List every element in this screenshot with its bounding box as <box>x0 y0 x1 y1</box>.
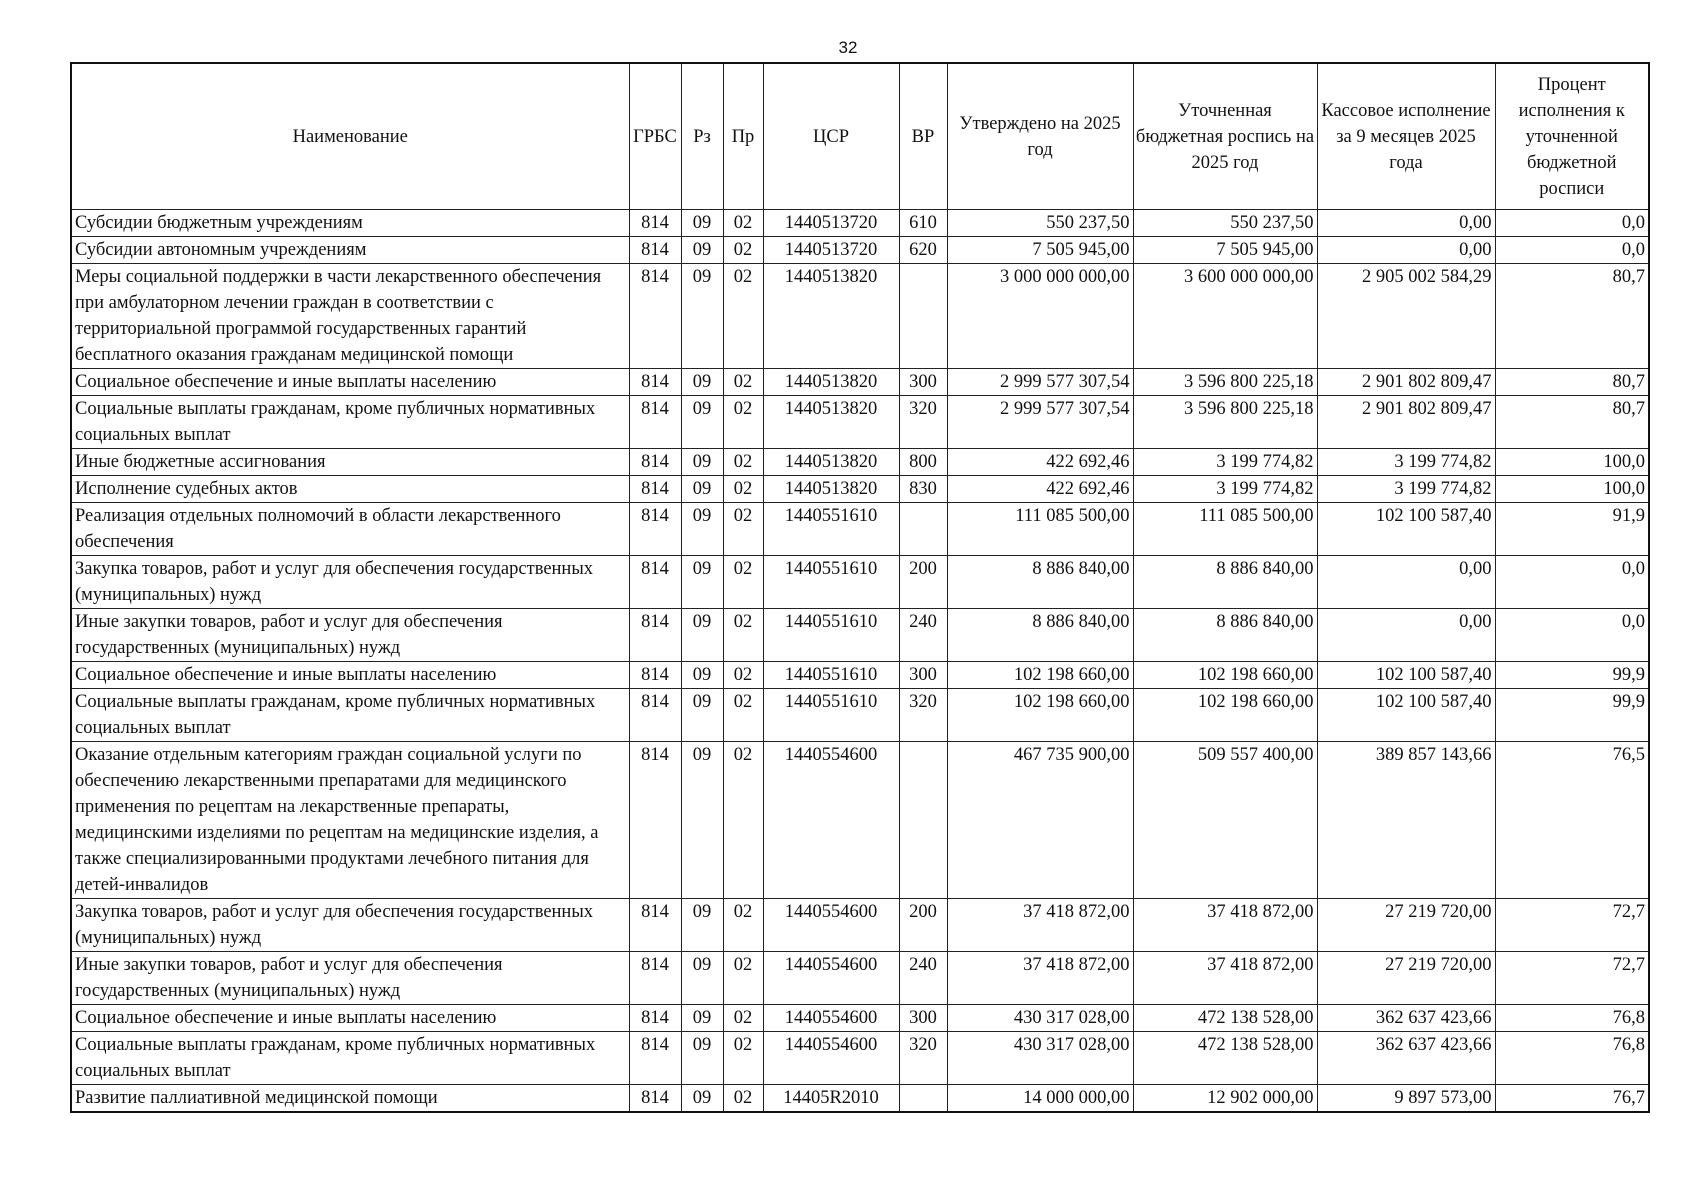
table-row <box>71 1085 1649 1113</box>
cell-pr: 02 <box>723 662 763 689</box>
cell-percent: 80,7 <box>1495 396 1649 449</box>
cell-rz: 09 <box>681 689 723 742</box>
cell-grbs: 814 <box>629 264 681 369</box>
cell-csr: 14405R2010 <box>763 1085 899 1113</box>
cell-approved: 102 198 660,00 <box>947 662 1133 689</box>
cell-approved: 3 000 000 000,00 <box>947 264 1133 369</box>
cell-refined: 550 237,50 <box>1133 210 1317 237</box>
cell-percent: 76,7 <box>1495 1085 1649 1113</box>
table-row <box>71 1005 1649 1032</box>
cell-name: Субсидии бюджетным учреждениям <box>71 210 629 237</box>
cell-cash-execution: 389 857 143,66 <box>1317 742 1495 899</box>
cell-percent: 76,8 <box>1495 1032 1649 1085</box>
cell-rz: 09 <box>681 1005 723 1032</box>
cell-name: Социальные выплаты гражданам, кроме публичных нормативных социальных выплат <box>71 396 629 449</box>
cell-pr: 02 <box>723 1005 763 1032</box>
cell-approved: 430 317 028,00 <box>947 1032 1133 1085</box>
table-row <box>71 476 1649 503</box>
cell-pr: 02 <box>723 952 763 1005</box>
cell-csr: 1440554600 <box>763 952 899 1005</box>
cell-percent: 0,0 <box>1495 210 1649 237</box>
cell-name: Социальное обеспечение и иные выплаты населению <box>71 662 629 689</box>
cell-rz: 09 <box>681 369 723 396</box>
cell-vr <box>899 1085 947 1113</box>
cell-cash-execution: 102 100 587,40 <box>1317 662 1495 689</box>
table-row <box>71 662 1649 689</box>
cell-pr: 02 <box>723 689 763 742</box>
cell-csr: 1440513820 <box>763 369 899 396</box>
cell-rz: 09 <box>681 1032 723 1085</box>
table-row <box>71 609 1649 662</box>
cell-vr: 240 <box>899 609 947 662</box>
cell-name: Социальное обеспечение и иные выплаты населению <box>71 369 629 396</box>
cell-vr <box>899 742 947 899</box>
cell-approved: 102 198 660,00 <box>947 689 1133 742</box>
cell-percent: 100,0 <box>1495 449 1649 476</box>
cell-cash-execution: 0,00 <box>1317 210 1495 237</box>
cell-rz: 09 <box>681 952 723 1005</box>
cell-cash-execution: 27 219 720,00 <box>1317 952 1495 1005</box>
cell-pr: 02 <box>723 449 763 476</box>
cell-refined: 3 199 774,82 <box>1133 449 1317 476</box>
cell-rz: 09 <box>681 449 723 476</box>
cell-refined: 3 596 800 225,18 <box>1133 369 1317 396</box>
cell-rz: 09 <box>681 396 723 449</box>
cell-grbs: 814 <box>629 742 681 899</box>
table-row <box>71 1032 1649 1085</box>
cell-percent: 80,7 <box>1495 264 1649 369</box>
cell-csr: 1440551610 <box>763 689 899 742</box>
cell-percent: 0,0 <box>1495 556 1649 609</box>
cell-cash-execution: 102 100 587,40 <box>1317 503 1495 556</box>
cell-refined: 111 085 500,00 <box>1133 503 1317 556</box>
cell-approved: 2 999 577 307,54 <box>947 396 1133 449</box>
cell-cash-execution: 2 901 802 809,47 <box>1317 396 1495 449</box>
cell-name: Реализация отдельных полномочий в области лекарственного обеспечения <box>71 503 629 556</box>
table-row <box>71 237 1649 264</box>
cell-rz: 09 <box>681 609 723 662</box>
cell-rz: 09 <box>681 662 723 689</box>
cell-cash-execution: 362 637 423,66 <box>1317 1005 1495 1032</box>
cell-refined: 8 886 840,00 <box>1133 609 1317 662</box>
header-refined: Уточненная бюджетная роспись на 2025 год <box>1133 63 1317 210</box>
cell-percent: 99,9 <box>1495 662 1649 689</box>
cell-vr: 320 <box>899 396 947 449</box>
table-row <box>71 952 1649 1005</box>
cell-grbs: 814 <box>629 899 681 952</box>
cell-refined: 8 886 840,00 <box>1133 556 1317 609</box>
cell-rz: 09 <box>681 899 723 952</box>
header-pr: Пр <box>723 63 763 210</box>
cell-refined: 472 138 528,00 <box>1133 1005 1317 1032</box>
table-row <box>71 742 1649 899</box>
header-cash-execution: Кассовое исполнение за 9 месяцев 2025 года <box>1317 63 1495 210</box>
cell-cash-execution: 0,00 <box>1317 609 1495 662</box>
cell-cash-execution: 2 901 802 809,47 <box>1317 369 1495 396</box>
cell-approved: 8 886 840,00 <box>947 556 1133 609</box>
cell-percent: 80,7 <box>1495 369 1649 396</box>
cell-refined: 7 505 945,00 <box>1133 237 1317 264</box>
cell-pr: 02 <box>723 742 763 899</box>
cell-refined: 102 198 660,00 <box>1133 662 1317 689</box>
header-csr: ЦСР <box>763 63 899 210</box>
cell-percent: 76,5 <box>1495 742 1649 899</box>
cell-cash-execution: 362 637 423,66 <box>1317 1032 1495 1085</box>
cell-csr: 1440513720 <box>763 237 899 264</box>
cell-percent: 76,8 <box>1495 1005 1649 1032</box>
cell-pr: 02 <box>723 476 763 503</box>
cell-pr: 02 <box>723 264 763 369</box>
header-rz: Рз <box>681 63 723 210</box>
cell-rz: 09 <box>681 237 723 264</box>
cell-cash-execution: 0,00 <box>1317 237 1495 264</box>
cell-vr: 320 <box>899 1032 947 1085</box>
cell-vr: 200 <box>899 556 947 609</box>
cell-name: Иные бюджетные ассигнования <box>71 449 629 476</box>
cell-vr: 300 <box>899 662 947 689</box>
cell-grbs: 814 <box>629 662 681 689</box>
cell-csr: 1440513820 <box>763 396 899 449</box>
cell-vr: 300 <box>899 369 947 396</box>
cell-grbs: 814 <box>629 210 681 237</box>
cell-csr: 1440554600 <box>763 742 899 899</box>
cell-refined: 3 596 800 225,18 <box>1133 396 1317 449</box>
cell-rz: 09 <box>681 556 723 609</box>
cell-csr: 1440551610 <box>763 503 899 556</box>
cell-approved: 430 317 028,00 <box>947 1005 1133 1032</box>
cell-name: Меры социальной поддержки в части лекарственного обеспечения при амбулаторном лечении граждан в соответствии с территориальной программой государственных гарантий бесплатного оказания гражданам медицинской помощи <box>71 264 629 369</box>
cell-vr: 620 <box>899 237 947 264</box>
cell-grbs: 814 <box>629 609 681 662</box>
table-body <box>71 210 1649 1113</box>
cell-grbs: 814 <box>629 1005 681 1032</box>
cell-vr: 240 <box>899 952 947 1005</box>
cell-vr: 320 <box>899 689 947 742</box>
cell-name: Исполнение судебных актов <box>71 476 629 503</box>
cell-refined: 472 138 528,00 <box>1133 1032 1317 1085</box>
cell-refined: 37 418 872,00 <box>1133 952 1317 1005</box>
cell-approved: 422 692,46 <box>947 476 1133 503</box>
cell-grbs: 814 <box>629 556 681 609</box>
cell-cash-execution: 3 199 774,82 <box>1317 476 1495 503</box>
table-row <box>71 899 1649 952</box>
cell-pr: 02 <box>723 556 763 609</box>
cell-approved: 37 418 872,00 <box>947 899 1133 952</box>
table-row <box>71 449 1649 476</box>
cell-pr: 02 <box>723 609 763 662</box>
cell-name: Социальные выплаты гражданам, кроме публичных нормативных социальных выплат <box>71 1032 629 1085</box>
cell-vr <box>899 503 947 556</box>
cell-vr: 800 <box>899 449 947 476</box>
cell-cash-execution: 9 897 573,00 <box>1317 1085 1495 1113</box>
cell-grbs: 814 <box>629 396 681 449</box>
table-row <box>71 369 1649 396</box>
cell-name: Иные закупки товаров, работ и услуг для обеспечения государственных (муниципальных) нужд <box>71 952 629 1005</box>
cell-rz: 09 <box>681 264 723 369</box>
cell-grbs: 814 <box>629 503 681 556</box>
cell-csr: 1440551610 <box>763 662 899 689</box>
cell-approved: 2 999 577 307,54 <box>947 369 1133 396</box>
cell-percent: 99,9 <box>1495 689 1649 742</box>
table-row <box>71 503 1649 556</box>
cell-grbs: 814 <box>629 1085 681 1113</box>
cell-rz: 09 <box>681 476 723 503</box>
cell-csr: 1440554600 <box>763 1032 899 1085</box>
table-row <box>71 396 1649 449</box>
cell-vr: 610 <box>899 210 947 237</box>
cell-name: Иные закупки товаров, работ и услуг для обеспечения государственных (муниципальных) нужд <box>71 609 629 662</box>
cell-refined: 509 557 400,00 <box>1133 742 1317 899</box>
cell-name: Закупка товаров, работ и услуг для обеспечения государственных (муниципальных) нужд <box>71 556 629 609</box>
cell-name: Закупка товаров, работ и услуг для обеспечения государственных (муниципальных) нужд <box>71 899 629 952</box>
cell-percent: 0,0 <box>1495 237 1649 264</box>
cell-refined: 102 198 660,00 <box>1133 689 1317 742</box>
table-row <box>71 689 1649 742</box>
header-approved: Утверждено на 2025 год <box>947 63 1133 210</box>
cell-refined: 3 600 000 000,00 <box>1133 264 1317 369</box>
cell-grbs: 814 <box>629 689 681 742</box>
cell-refined: 37 418 872,00 <box>1133 899 1317 952</box>
table-row <box>71 264 1649 369</box>
cell-pr: 02 <box>723 899 763 952</box>
header-grbs: ГРБС <box>629 63 681 210</box>
cell-approved: 467 735 900,00 <box>947 742 1133 899</box>
table-row <box>71 210 1649 237</box>
cell-grbs: 814 <box>629 952 681 1005</box>
cell-csr: 1440513820 <box>763 476 899 503</box>
cell-approved: 7 505 945,00 <box>947 237 1133 264</box>
cell-vr: 300 <box>899 1005 947 1032</box>
cell-csr: 1440554600 <box>763 1005 899 1032</box>
cell-csr: 1440513820 <box>763 264 899 369</box>
cell-percent: 0,0 <box>1495 609 1649 662</box>
cell-percent: 72,7 <box>1495 899 1649 952</box>
cell-rz: 09 <box>681 503 723 556</box>
cell-cash-execution: 3 199 774,82 <box>1317 449 1495 476</box>
header-percent: Процент исполнения к уточненной бюджетной росписи <box>1495 63 1649 210</box>
cell-vr: 830 <box>899 476 947 503</box>
cell-approved: 111 085 500,00 <box>947 503 1133 556</box>
cell-grbs: 814 <box>629 449 681 476</box>
cell-pr: 02 <box>723 237 763 264</box>
cell-csr: 1440551610 <box>763 556 899 609</box>
cell-approved: 8 886 840,00 <box>947 609 1133 662</box>
cell-name: Социальное обеспечение и иные выплаты населению <box>71 1005 629 1032</box>
cell-pr: 02 <box>723 210 763 237</box>
cell-cash-execution: 0,00 <box>1317 556 1495 609</box>
cell-refined: 12 902 000,00 <box>1133 1085 1317 1113</box>
cell-grbs: 814 <box>629 1032 681 1085</box>
cell-approved: 422 692,46 <box>947 449 1133 476</box>
cell-pr: 02 <box>723 503 763 556</box>
cell-percent: 100,0 <box>1495 476 1649 503</box>
cell-refined: 3 199 774,82 <box>1133 476 1317 503</box>
cell-name: Субсидии автономным учреждениям <box>71 237 629 264</box>
cell-pr: 02 <box>723 1032 763 1085</box>
cell-approved: 550 237,50 <box>947 210 1133 237</box>
cell-grbs: 814 <box>629 369 681 396</box>
cell-name: Социальные выплаты гражданам, кроме публичных нормативных социальных выплат <box>71 689 629 742</box>
cell-pr: 02 <box>723 1085 763 1113</box>
cell-vr <box>899 264 947 369</box>
cell-percent: 72,7 <box>1495 952 1649 1005</box>
cell-grbs: 814 <box>629 476 681 503</box>
cell-cash-execution: 102 100 587,40 <box>1317 689 1495 742</box>
cell-grbs: 814 <box>629 237 681 264</box>
cell-rz: 09 <box>681 210 723 237</box>
cell-vr: 200 <box>899 899 947 952</box>
cell-csr: 1440513820 <box>763 449 899 476</box>
header-vr: ВР <box>899 63 947 210</box>
cell-cash-execution: 27 219 720,00 <box>1317 899 1495 952</box>
budget-table <box>70 62 1650 1113</box>
cell-csr: 1440554600 <box>763 899 899 952</box>
cell-csr: 1440513720 <box>763 210 899 237</box>
cell-rz: 09 <box>681 1085 723 1113</box>
table-row <box>71 556 1649 609</box>
header-name: Наименование <box>71 63 629 210</box>
cell-rz: 09 <box>681 742 723 899</box>
table-header-row <box>71 63 1649 210</box>
cell-approved: 37 418 872,00 <box>947 952 1133 1005</box>
cell-pr: 02 <box>723 369 763 396</box>
cell-percent: 91,9 <box>1495 503 1649 556</box>
page-number: 32 <box>838 38 858 57</box>
cell-cash-execution: 2 905 002 584,29 <box>1317 264 1495 369</box>
cell-csr: 1440551610 <box>763 609 899 662</box>
cell-name: Оказание отдельным категориям граждан социальной услуги по обеспечению лекарственными препаратами для медицинского применения по рецептам на лекарственные препараты, медицинскими изделиями по рецептам на медицинские изделия, а также специализированными продуктами лечебного питания для детей-инвалидов <box>71 742 629 899</box>
cell-approved: 14 000 000,00 <box>947 1085 1133 1113</box>
cell-name: Развитие паллиативной медицинской помощи <box>71 1085 629 1113</box>
cell-pr: 02 <box>723 396 763 449</box>
